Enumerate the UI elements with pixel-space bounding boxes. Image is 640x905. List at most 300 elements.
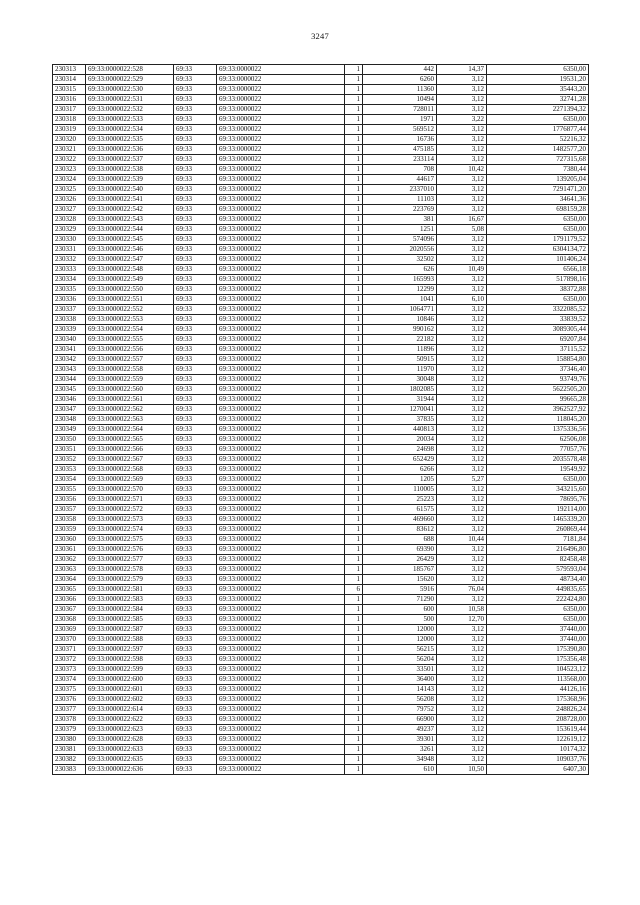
- specific-value-cell: 3,12: [437, 555, 487, 565]
- cadastral-quarter-cell: 69:33:0000022: [217, 85, 345, 95]
- region-code-cell: 69:33: [174, 155, 217, 165]
- area-cell: 33501: [363, 665, 437, 675]
- table-row: [53, 245, 589, 255]
- region-code-cell: 69:33: [174, 415, 217, 425]
- cadastral-number-cell: 69:33:0000022:598: [86, 655, 174, 665]
- count-cell: 1: [345, 515, 363, 525]
- cadastral-value-cell: 37440,00: [487, 625, 589, 635]
- cadastral-quarter-cell: 69:33:0000022: [217, 335, 345, 345]
- specific-value-cell: 12,70: [437, 615, 487, 625]
- area-cell: 83612: [363, 525, 437, 535]
- count-cell: 1: [345, 345, 363, 355]
- specific-value-cell: 76,04: [437, 585, 487, 595]
- row-number-cell: 230366: [53, 595, 86, 605]
- region-code-cell: 69:33: [174, 525, 217, 535]
- count-cell: 1: [345, 95, 363, 105]
- cadastral-number-cell: 69:33:0000022:563: [86, 415, 174, 425]
- table-row: [53, 505, 589, 515]
- row-number-cell: 230318: [53, 115, 86, 125]
- row-number-cell: 230357: [53, 505, 86, 515]
- count-cell: 1: [345, 85, 363, 95]
- cadastral-number-cell: 69:33:0000022:599: [86, 665, 174, 675]
- cadastral-number-cell: 69:33:0000022:623: [86, 725, 174, 735]
- cadastral-value-cell: 216496,80: [487, 545, 589, 555]
- cadastral-value-cell: 248826,24: [487, 705, 589, 715]
- cadastral-value-cell: 6350,00: [487, 225, 589, 235]
- area-cell: 34948: [363, 755, 437, 765]
- cadastral-number-cell: 69:33:0000022:543: [86, 215, 174, 225]
- table-row: [53, 275, 589, 285]
- region-code-cell: 69:33: [174, 225, 217, 235]
- cadastral-value-cell: 6407,30: [487, 765, 589, 775]
- area-cell: 165993: [363, 275, 437, 285]
- table-row: [53, 315, 589, 325]
- specific-value-cell: 6,10: [437, 295, 487, 305]
- row-number-cell: 230329: [53, 225, 86, 235]
- count-cell: 1: [345, 335, 363, 345]
- area-cell: 185767: [363, 565, 437, 575]
- count-cell: 1: [345, 665, 363, 675]
- row-number-cell: 230330: [53, 235, 86, 245]
- cadastral-quarter-cell: 69:33:0000022: [217, 305, 345, 315]
- table-row: [53, 75, 589, 85]
- cadastral-quarter-cell: 69:33:0000022: [217, 175, 345, 185]
- row-number-cell: 230345: [53, 385, 86, 395]
- area-cell: 24698: [363, 445, 437, 455]
- cadastral-number-cell: 69:33:0000022:552: [86, 305, 174, 315]
- cadastral-number-cell: 69:33:0000022:549: [86, 275, 174, 285]
- cadastral-quarter-cell: 69:33:0000022: [217, 245, 345, 255]
- cadastral-quarter-cell: 69:33:0000022: [217, 545, 345, 555]
- specific-value-cell: 14,37: [437, 65, 487, 75]
- table-row: [53, 665, 589, 675]
- cadastral-value-cell: 93749,76: [487, 375, 589, 385]
- cadastral-number-cell: 69:33:0000022:574: [86, 525, 174, 535]
- area-cell: 442: [363, 65, 437, 75]
- area-cell: 1041: [363, 295, 437, 305]
- cadastral-number-cell: 69:33:0000022:588: [86, 635, 174, 645]
- cadastral-number-cell: 69:33:0000022:583: [86, 595, 174, 605]
- cadastral-number-cell: 69:33:0000022:567: [86, 455, 174, 465]
- cadastral-quarter-cell: 69:33:0000022: [217, 215, 345, 225]
- specific-value-cell: 3,12: [437, 135, 487, 145]
- specific-value-cell: 3,12: [437, 735, 487, 745]
- row-number-cell: 230341: [53, 345, 86, 355]
- row-number-cell: 230372: [53, 655, 86, 665]
- cadastral-number-cell: 69:33:0000022:577: [86, 555, 174, 565]
- table-row: [53, 685, 589, 695]
- specific-value-cell: 3,12: [437, 505, 487, 515]
- cadastral-quarter-cell: 69:33:0000022: [217, 405, 345, 415]
- cadastral-value-cell: 118045,20: [487, 415, 589, 425]
- count-cell: 1: [345, 365, 363, 375]
- region-code-cell: 69:33: [174, 485, 217, 495]
- region-code-cell: 69:33: [174, 635, 217, 645]
- area-cell: 574096: [363, 235, 437, 245]
- count-cell: 1: [345, 745, 363, 755]
- table-row: [53, 555, 589, 565]
- area-cell: 31944: [363, 395, 437, 405]
- cadastral-number-cell: 69:33:0000022:538: [86, 165, 174, 175]
- cadastral-quarter-cell: 69:33:0000022: [217, 235, 345, 245]
- row-number-cell: 230344: [53, 375, 86, 385]
- count-cell: 1: [345, 355, 363, 365]
- area-cell: 223769: [363, 205, 437, 215]
- row-number-cell: 230368: [53, 615, 86, 625]
- cadastral-value-cell: 175390,80: [487, 645, 589, 655]
- count-cell: 1: [345, 765, 363, 775]
- count-cell: 1: [345, 715, 363, 725]
- cadastral-quarter-cell: 69:33:0000022: [217, 655, 345, 665]
- count-cell: 1: [345, 595, 363, 605]
- area-cell: 20034: [363, 435, 437, 445]
- count-cell: 1: [345, 375, 363, 385]
- region-code-cell: 69:33: [174, 105, 217, 115]
- row-number-cell: 230326: [53, 195, 86, 205]
- table-row: [53, 265, 589, 275]
- cadastral-quarter-cell: 69:33:0000022: [217, 425, 345, 435]
- region-code-cell: 69:33: [174, 305, 217, 315]
- area-cell: 12299: [363, 285, 437, 295]
- region-code-cell: 69:33: [174, 605, 217, 615]
- area-cell: 11360: [363, 85, 437, 95]
- table-row: [53, 145, 589, 155]
- specific-value-cell: 3,12: [437, 275, 487, 285]
- cadastral-value-cell: 343215,60: [487, 485, 589, 495]
- cadastral-value-cell: 77057,76: [487, 445, 589, 455]
- cadastral-quarter-cell: 69:33:0000022: [217, 485, 345, 495]
- row-number-cell: 230353: [53, 465, 86, 475]
- table-row: [53, 285, 589, 295]
- specific-value-cell: 10,58: [437, 605, 487, 615]
- cadastral-quarter-cell: 69:33:0000022: [217, 495, 345, 505]
- specific-value-cell: 3,12: [437, 625, 487, 635]
- specific-value-cell: 3,12: [437, 635, 487, 645]
- cadastral-number-cell: 69:33:0000022:560: [86, 385, 174, 395]
- row-number-cell: 230374: [53, 675, 86, 685]
- cadastral-value-cell: 1791179,52: [487, 235, 589, 245]
- area-cell: 1251: [363, 225, 437, 235]
- cadastral-quarter-cell: 69:33:0000022: [217, 375, 345, 385]
- table-row: [53, 255, 589, 265]
- region-code-cell: 69:33: [174, 235, 217, 245]
- cadastral-value-cell: 3089305,44: [487, 325, 589, 335]
- region-code-cell: 69:33: [174, 625, 217, 635]
- cadastral-value-cell: 579593,04: [487, 565, 589, 575]
- area-cell: 5916: [363, 585, 437, 595]
- cadastral-value-cell: 34641,36: [487, 195, 589, 205]
- table-row: [53, 745, 589, 755]
- region-code-cell: 69:33: [174, 295, 217, 305]
- count-cell: 1: [345, 645, 363, 655]
- area-cell: 110005: [363, 485, 437, 495]
- count-cell: 1: [345, 705, 363, 715]
- row-number-cell: 230325: [53, 185, 86, 195]
- count-cell: 1: [345, 405, 363, 415]
- cadastral-quarter-cell: 69:33:0000022: [217, 195, 345, 205]
- area-cell: 990162: [363, 325, 437, 335]
- table-row: [53, 175, 589, 185]
- row-number-cell: 230340: [53, 335, 86, 345]
- area-cell: 11970: [363, 365, 437, 375]
- cadastral-number-cell: 69:33:0000022:564: [86, 425, 174, 435]
- table-row: [53, 235, 589, 245]
- specific-value-cell: 3,12: [437, 315, 487, 325]
- cadastral-number-cell: 69:33:0000022:597: [86, 645, 174, 655]
- region-code-cell: 69:33: [174, 175, 217, 185]
- specific-value-cell: 3,12: [437, 125, 487, 135]
- cadastral-quarter-cell: 69:33:0000022: [217, 505, 345, 515]
- count-cell: 1: [345, 525, 363, 535]
- count-cell: 1: [345, 295, 363, 305]
- area-cell: 22182: [363, 335, 437, 345]
- region-code-cell: 69:33: [174, 265, 217, 275]
- row-number-cell: 230317: [53, 105, 86, 115]
- table-row: [53, 335, 589, 345]
- cadastral-quarter-cell: 69:33:0000022: [217, 745, 345, 755]
- region-code-cell: 69:33: [174, 345, 217, 355]
- specific-value-cell: 3,12: [437, 185, 487, 195]
- cadastral-number-cell: 69:33:0000022:559: [86, 375, 174, 385]
- row-number-cell: 230362: [53, 555, 86, 565]
- region-code-cell: 69:33: [174, 465, 217, 475]
- table-row: [53, 155, 589, 165]
- cadastral-value-cell: 35443,20: [487, 85, 589, 95]
- row-number-cell: 230377: [53, 705, 86, 715]
- area-cell: 708: [363, 165, 437, 175]
- row-number-cell: 230364: [53, 575, 86, 585]
- table-row: [53, 415, 589, 425]
- table-body: [53, 65, 589, 775]
- table-row: [53, 355, 589, 365]
- cadastral-number-cell: 69:33:0000022:614: [86, 705, 174, 715]
- specific-value-cell: 3,12: [437, 195, 487, 205]
- cadastral-quarter-cell: 69:33:0000022: [217, 765, 345, 775]
- cadastral-value-cell: 175368,96: [487, 695, 589, 705]
- count-cell: 1: [345, 305, 363, 315]
- cadastral-value-cell: 44126,16: [487, 685, 589, 695]
- row-number-cell: 230324: [53, 175, 86, 185]
- row-number-cell: 230348: [53, 415, 86, 425]
- count-cell: 1: [345, 395, 363, 405]
- cadastral-number-cell: 69:33:0000022:569: [86, 475, 174, 485]
- cadastral-quarter-cell: 69:33:0000022: [217, 145, 345, 155]
- cadastral-number-cell: 69:33:0000022:566: [86, 445, 174, 455]
- cadastral-quarter-cell: 69:33:0000022: [217, 475, 345, 485]
- table-row: [53, 345, 589, 355]
- cadastral-quarter-cell: 69:33:0000022: [217, 715, 345, 725]
- cadastral-number-cell: 69:33:0000022:572: [86, 505, 174, 515]
- count-cell: 1: [345, 245, 363, 255]
- area-cell: 381: [363, 215, 437, 225]
- row-number-cell: 230365: [53, 585, 86, 595]
- count-cell: 1: [345, 105, 363, 115]
- row-number-cell: 230339: [53, 325, 86, 335]
- table-row: [53, 535, 589, 545]
- cadastral-value-cell: 10174,32: [487, 745, 589, 755]
- count-cell: 1: [345, 135, 363, 145]
- table-row: [53, 485, 589, 495]
- region-code-cell: 69:33: [174, 315, 217, 325]
- cadastral-value-cell: 69207,84: [487, 335, 589, 345]
- row-number-cell: 230337: [53, 305, 86, 315]
- count-cell: 1: [345, 115, 363, 125]
- cadastral-quarter-cell: 69:33:0000022: [217, 585, 345, 595]
- cadastral-quarter-cell: 69:33:0000022: [217, 465, 345, 475]
- region-code-cell: 69:33: [174, 755, 217, 765]
- row-number-cell: 230346: [53, 395, 86, 405]
- cadastral-number-cell: 69:33:0000022:536: [86, 145, 174, 155]
- region-code-cell: 69:33: [174, 475, 217, 485]
- count-cell: 1: [345, 205, 363, 215]
- region-code-cell: 69:33: [174, 675, 217, 685]
- cadastral-quarter-cell: 69:33:0000022: [217, 525, 345, 535]
- count-cell: 1: [345, 325, 363, 335]
- cadastral-number-cell: 69:33:0000022:584: [86, 605, 174, 615]
- count-cell: 1: [345, 675, 363, 685]
- cadastral-quarter-cell: 69:33:0000022: [217, 255, 345, 265]
- cadastral-value-cell: 260869,44: [487, 525, 589, 535]
- region-code-cell: 69:33: [174, 365, 217, 375]
- area-cell: 728011: [363, 105, 437, 115]
- row-number-cell: 230323: [53, 165, 86, 175]
- table-row: [53, 385, 589, 395]
- area-cell: 233114: [363, 155, 437, 165]
- row-number-cell: 230378: [53, 715, 86, 725]
- row-number-cell: 230350: [53, 435, 86, 445]
- region-code-cell: 69:33: [174, 735, 217, 745]
- specific-value-cell: 3,12: [437, 405, 487, 415]
- cadastral-number-cell: 69:33:0000022:622: [86, 715, 174, 725]
- cadastral-number-cell: 69:33:0000022:548: [86, 265, 174, 275]
- specific-value-cell: 3,12: [437, 465, 487, 475]
- specific-value-cell: 3,12: [437, 325, 487, 335]
- cadastral-quarter-cell: 69:33:0000022: [217, 755, 345, 765]
- cadastral-quarter-cell: 69:33:0000022: [217, 285, 345, 295]
- cadastral-value-cell: 38372,88: [487, 285, 589, 295]
- specific-value-cell: 3,12: [437, 485, 487, 495]
- row-number-cell: 230336: [53, 295, 86, 305]
- cadastral-value-cell: 6350,00: [487, 115, 589, 125]
- cadastral-value-cell: 122619,12: [487, 735, 589, 745]
- specific-value-cell: 3,12: [437, 175, 487, 185]
- row-number-cell: 230319: [53, 125, 86, 135]
- area-cell: 469660: [363, 515, 437, 525]
- table-row: [53, 695, 589, 705]
- cadastral-value-cell: 113568,00: [487, 675, 589, 685]
- cadastral-number-cell: 69:33:0000022:528: [86, 65, 174, 75]
- row-number-cell: 230333: [53, 265, 86, 275]
- region-code-cell: 69:33: [174, 555, 217, 565]
- area-cell: 16736: [363, 135, 437, 145]
- cadastral-value-cell: 192114,00: [487, 505, 589, 515]
- cadastral-value-cell: 6350,00: [487, 605, 589, 615]
- specific-value-cell: 3,12: [437, 425, 487, 435]
- cadastral-value-cell: 6350,00: [487, 295, 589, 305]
- cadastral-value-cell: 6350,00: [487, 475, 589, 485]
- row-number-cell: 230332: [53, 255, 86, 265]
- table-row: [53, 585, 589, 595]
- region-code-cell: 69:33: [174, 575, 217, 585]
- specific-value-cell: 16,67: [437, 215, 487, 225]
- region-code-cell: 69:33: [174, 425, 217, 435]
- region-code-cell: 69:33: [174, 255, 217, 265]
- cadastral-number-cell: 69:33:0000022:542: [86, 205, 174, 215]
- cadastral-number-cell: 69:33:0000022:540: [86, 185, 174, 195]
- region-code-cell: 69:33: [174, 645, 217, 655]
- count-cell: 1: [345, 565, 363, 575]
- count-cell: 1: [345, 495, 363, 505]
- region-code-cell: 69:33: [174, 215, 217, 225]
- count-cell: 1: [345, 625, 363, 635]
- cadastral-quarter-cell: 69:33:0000022: [217, 65, 345, 75]
- cadastral-value-cell: 222424,80: [487, 595, 589, 605]
- row-number-cell: 230313: [53, 65, 86, 75]
- table-row: [53, 135, 589, 145]
- specific-value-cell: 3,12: [437, 95, 487, 105]
- table-row: [53, 105, 589, 115]
- area-cell: 1802085: [363, 385, 437, 395]
- cadastral-quarter-cell: 69:33:0000022: [217, 165, 345, 175]
- region-code-cell: 69:33: [174, 725, 217, 735]
- table-row: [53, 725, 589, 735]
- area-cell: 36400: [363, 675, 437, 685]
- cadastral-number-cell: 69:33:0000022:565: [86, 435, 174, 445]
- row-number-cell: 230375: [53, 685, 86, 695]
- specific-value-cell: 5,27: [437, 475, 487, 485]
- area-cell: 69390: [363, 545, 437, 555]
- area-cell: 1971: [363, 115, 437, 125]
- cadastral-quarter-cell: 69:33:0000022: [217, 445, 345, 455]
- region-code-cell: 69:33: [174, 285, 217, 295]
- count-cell: 1: [345, 685, 363, 695]
- row-number-cell: 230320: [53, 135, 86, 145]
- table-row: [53, 575, 589, 585]
- cadastral-number-cell: 69:33:0000022:534: [86, 125, 174, 135]
- area-cell: 1205: [363, 475, 437, 485]
- row-number-cell: 230369: [53, 625, 86, 635]
- table-row: [53, 65, 589, 75]
- table-row: [53, 405, 589, 415]
- cadastral-quarter-cell: 69:33:0000022: [217, 415, 345, 425]
- cadastral-number-cell: 69:33:0000022:636: [86, 765, 174, 775]
- specific-value-cell: 3,12: [437, 645, 487, 655]
- cadastral-value-cell: 19549,92: [487, 465, 589, 475]
- cadastral-number-cell: 69:33:0000022:633: [86, 745, 174, 755]
- count-cell: 1: [345, 475, 363, 485]
- count-cell: 1: [345, 235, 363, 245]
- specific-value-cell: 3,12: [437, 445, 487, 455]
- cadastral-number-cell: 69:33:0000022:575: [86, 535, 174, 545]
- specific-value-cell: 3,12: [437, 755, 487, 765]
- table-row: [53, 675, 589, 685]
- specific-value-cell: 3,12: [437, 75, 487, 85]
- cadastral-number-cell: 69:33:0000022:553: [86, 315, 174, 325]
- row-number-cell: 230352: [53, 455, 86, 465]
- cadastral-quarter-cell: 69:33:0000022: [217, 315, 345, 325]
- cadastral-quarter-cell: 69:33:0000022: [217, 665, 345, 675]
- cadastral-number-cell: 69:33:0000022:533: [86, 115, 174, 125]
- region-code-cell: 69:33: [174, 355, 217, 365]
- region-code-cell: 69:33: [174, 135, 217, 145]
- cadastral-number-cell: 69:33:0000022:568: [86, 465, 174, 475]
- region-code-cell: 69:33: [174, 405, 217, 415]
- cadastral-number-cell: 69:33:0000022:544: [86, 225, 174, 235]
- cadastral-quarter-cell: 69:33:0000022: [217, 75, 345, 85]
- specific-value-cell: 3,12: [437, 565, 487, 575]
- table-row: [53, 325, 589, 335]
- count-cell: 1: [345, 635, 363, 645]
